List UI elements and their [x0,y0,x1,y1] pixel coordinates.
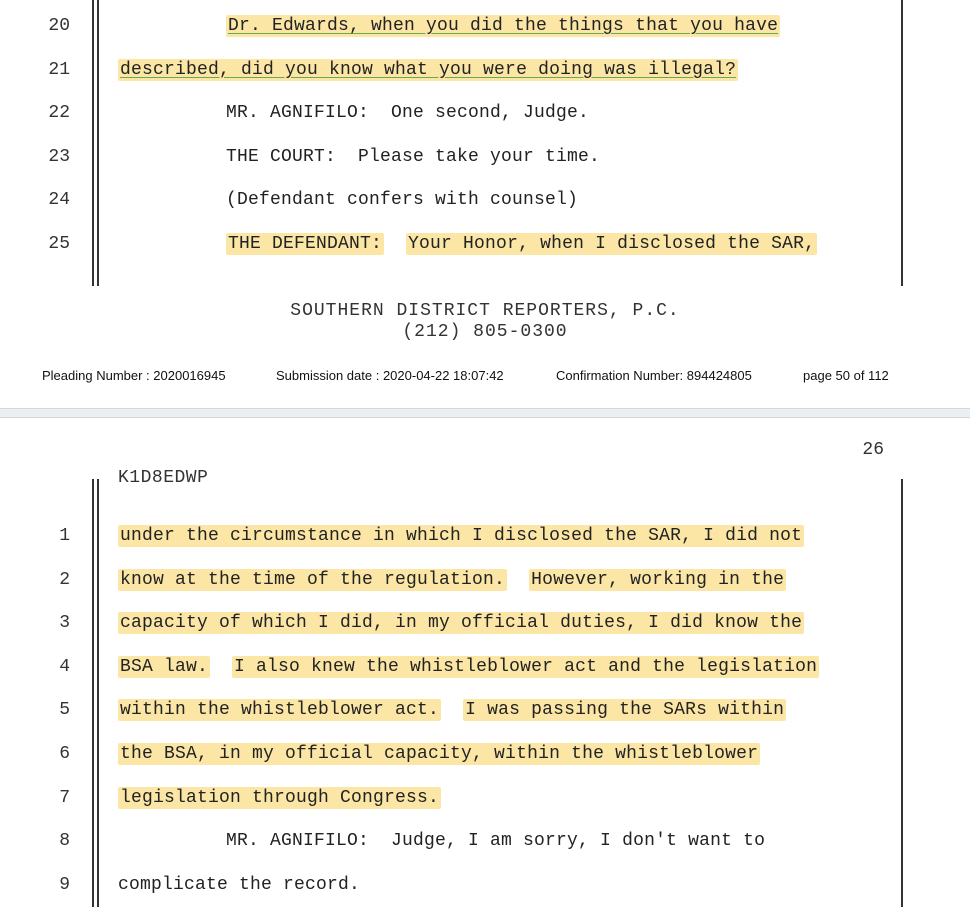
highlighted-text: described, did you know what you were doing was illegal? [120,59,737,80]
transcript-line [0,185,970,215]
line-number: 3 [59,613,70,634]
transcript-page-number: 26 [862,440,884,460]
line-number: 7 [59,787,70,808]
line-number: 1 [59,526,70,546]
highlighted-text: I was passing the SARs within [465,700,785,721]
line-number: 25 [48,234,70,254]
line-text-segment [384,234,406,254]
line-number: 9 [59,874,70,895]
line-text [118,57,738,83]
line-text [118,697,786,723]
transcript-line [0,695,970,725]
highlighted-text: However, working in the [531,569,785,590]
transcript-line [0,142,970,172]
line-text [118,610,804,636]
highlighted-text: I also knew the whistleblower act and the legislation [234,656,818,677]
line-number: 8 [59,831,70,852]
line-number: 22 [48,103,70,124]
transcript-page-top [0,0,970,408]
transcript-line [0,229,970,259]
line-text [118,785,441,811]
transcript-line [0,11,970,41]
line-number: 4 [59,656,70,677]
line-text-segment: MR. AGNIFILO: Judge, I am sorry, I don't want to [226,831,766,852]
line-number: 23 [48,146,70,167]
line-text [226,144,600,170]
highlighted-text: capacity of which I did, in my official duties, I did know the [120,613,803,634]
line-text-segment [441,700,463,720]
page-separator [0,408,970,418]
transcript-line [0,98,970,128]
transcript-line [0,783,970,813]
line-number: 6 [59,744,70,764]
line-text-segment [210,657,232,677]
transcript-line [0,870,970,900]
transcript-line [0,652,970,682]
line-text [118,567,786,593]
highlighted-text: Your Honor, when I disclosed the SAR, [408,234,816,254]
line-text-segment: MR. AGNIFILO: One second, Judge. [226,103,590,124]
page-indicator: page 50 of 112 [803,368,889,383]
highlighted-text: BSA law. [120,656,209,677]
transcript-line [0,521,970,551]
reporter-phone: (212) 805-0300 [402,322,568,342]
line-number: 21 [48,59,70,80]
transcript-line [0,826,970,856]
highlighted-text: within the whistleblower act. [120,700,440,721]
line-text-segment [507,570,529,590]
highlighted-text: THE DEFENDANT: [228,234,383,254]
transcript-line [0,565,970,595]
line-number: 2 [59,569,70,590]
case-identifier: K1D8EDWP [118,468,209,488]
line-text [226,828,765,854]
highlighted-text: know at the time of the regulation. [120,569,506,590]
line-text [118,654,819,680]
reporter-name: SOUTHERN DISTRICT REPORTERS, P.C. [290,301,680,321]
line-text [226,100,589,126]
line-number: 20 [48,16,70,36]
line-text [226,13,780,39]
highlighted-text: the BSA, in my official capacity, within the whistleblower [120,744,759,764]
line-text [118,741,760,767]
line-text [118,523,804,549]
line-text-segment: THE COURT: Please take your time. [226,146,601,167]
highlighted-text: Dr. Edwards, when you did the things that you have [228,16,779,36]
line-text [226,231,817,257]
confirmation-number: Confirmation Number: 894424805 [556,368,752,383]
line-text-segment: (Defendant confers with counsel) [226,190,579,211]
line-text [118,872,360,898]
pleading-number: Pleading Number : 2020016945 [42,368,226,383]
transcript-line [0,739,970,769]
highlighted-text: under the circumstance in which I disclosed the SAR, I did not [120,526,803,546]
line-number: 24 [48,190,70,211]
submission-footer [0,368,970,386]
line-text-segment: complicate the record. [118,874,361,895]
transcript-line [0,608,970,638]
line-number: 5 [59,700,70,721]
line-text [226,187,578,213]
submission-date: Submission date : 2020-04-22 18:07:42 [276,368,504,383]
transcript-line [0,55,970,85]
highlighted-text: legislation through Congress. [120,787,440,808]
